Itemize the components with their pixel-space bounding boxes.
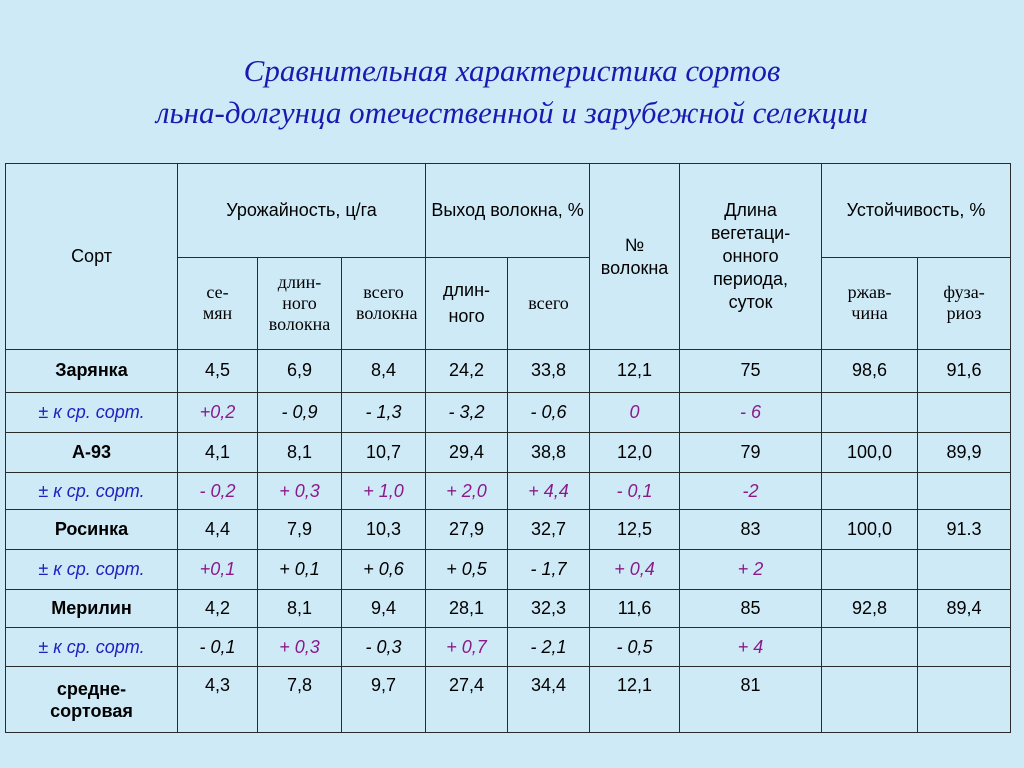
cell-fiber-total: 38,8 (508, 432, 590, 472)
cell-vegetation: 81 (680, 667, 822, 733)
variety-name: А-93 (6, 432, 178, 472)
cell-fusarium: 91,6 (918, 350, 1011, 392)
subheader-total-fiber: всего волокна (342, 257, 426, 350)
cell-rust (822, 667, 918, 733)
cell-fusarium (918, 628, 1011, 667)
cell-yield-seeds: 4,5 (178, 350, 258, 392)
deviation-label: ± к ср. сорт. (6, 628, 178, 667)
table-row (6, 432, 1011, 472)
table-row (6, 589, 1011, 627)
cell-yield-total-fiber: 10,7 (342, 432, 426, 472)
cell-fiber-total: 34,4 (508, 667, 590, 733)
cell-yield-seeds: - 0,1 (178, 628, 258, 667)
table-row (6, 549, 1011, 589)
subheader-total: всего (508, 257, 590, 350)
comparison-table (5, 163, 1011, 733)
cell-yield-seeds: 4,3 (178, 667, 258, 733)
cell-yield-long-fiber: 8,1 (258, 589, 342, 627)
cell-fiber-number: + 0,4 (590, 549, 680, 589)
cell-fiber-total: + 4,4 (508, 473, 590, 510)
title-line-1: Сравнительная характеристика сортов (243, 53, 781, 88)
deviation-label: ± к ср. сорт. (6, 473, 178, 510)
cell-yield-seeds: +0,1 (178, 549, 258, 589)
cell-fiber-number: - 0,5 (590, 628, 680, 667)
header-vegetation-period: Длина вегетаци-онного периода, суток (680, 164, 822, 350)
cell-fiber-long: 27,4 (426, 667, 508, 733)
header-resistance: Устойчивость, % (822, 164, 1011, 258)
cell-yield-long-fiber: 6,9 (258, 350, 342, 392)
cell-yield-total-fiber: 10,3 (342, 510, 426, 549)
cell-fiber-number: 12,1 (590, 350, 680, 392)
cell-fiber-long: 28,1 (426, 589, 508, 627)
cell-rust (822, 473, 918, 510)
cell-fiber-long: 24,2 (426, 350, 508, 392)
cell-yield-seeds: 4,1 (178, 432, 258, 472)
cell-fusarium: 89,4 (918, 589, 1011, 627)
cell-vegetation: - 6 (680, 392, 822, 432)
cell-fusarium (918, 667, 1011, 733)
cell-rust: 98,6 (822, 350, 918, 392)
subheader-long-fiber: длин-ного волокна (258, 257, 342, 350)
cell-fiber-long: + 0,7 (426, 628, 508, 667)
cell-yield-total-fiber: 9,7 (342, 667, 426, 733)
cell-fiber-total: - 2,1 (508, 628, 590, 667)
cell-fiber-number: 12,0 (590, 432, 680, 472)
cell-fiber-total: 33,8 (508, 350, 590, 392)
cell-fusarium (918, 549, 1011, 589)
cell-yield-total-fiber: 9,4 (342, 589, 426, 627)
cell-fiber-total: - 0,6 (508, 392, 590, 432)
header-sort: Сорт (6, 164, 178, 350)
table-row (6, 510, 1011, 549)
cell-yield-long-fiber: - 0,9 (258, 392, 342, 432)
cell-rust (822, 392, 918, 432)
cell-fiber-number: 12,5 (590, 510, 680, 549)
cell-fiber-total: - 1,7 (508, 549, 590, 589)
subheader-rust: ржав-чина (822, 257, 918, 350)
title-line-2: льна-долгунца отечественной и зарубежной селекции (156, 95, 868, 130)
cell-fiber-long: 29,4 (426, 432, 508, 472)
cell-rust: 100,0 (822, 432, 918, 472)
cell-fusarium: 91.3 (918, 510, 1011, 549)
deviation-label: ± к ср. сорт. (6, 392, 178, 432)
cell-vegetation: + 4 (680, 628, 822, 667)
cell-vegetation: 85 (680, 589, 822, 627)
header-yield: Урожайность, ц/га (178, 164, 426, 258)
cell-vegetation: + 2 (680, 549, 822, 589)
cell-fiber-number: - 0,1 (590, 473, 680, 510)
cell-fiber-total: 32,3 (508, 589, 590, 627)
cell-yield-long-fiber: + 0,1 (258, 549, 342, 589)
variety-name: Росинка (6, 510, 178, 549)
cell-fiber-long: + 2,0 (426, 473, 508, 510)
cell-vegetation: 75 (680, 350, 822, 392)
cell-fiber-long: + 0,5 (426, 549, 508, 589)
header-fiber-number: № волокна (590, 164, 680, 350)
cell-fiber-number: 11,6 (590, 589, 680, 627)
cell-yield-seeds: +0,2 (178, 392, 258, 432)
table-row (6, 628, 1011, 667)
table-row (6, 667, 1011, 733)
cell-yield-total-fiber: + 0,6 (342, 549, 426, 589)
cell-yield-seeds: 4,2 (178, 589, 258, 627)
cell-rust: 100,0 (822, 510, 918, 549)
cell-yield-seeds: 4,4 (178, 510, 258, 549)
cell-vegetation: 83 (680, 510, 822, 549)
table-row (6, 350, 1011, 392)
deviation-label: ± к ср. сорт. (6, 549, 178, 589)
cell-rust (822, 628, 918, 667)
table-row (6, 392, 1011, 432)
cell-fiber-number: 0 (590, 392, 680, 432)
variety-name: Зарянка (6, 350, 178, 392)
cell-yield-long-fiber: 8,1 (258, 432, 342, 472)
cell-yield-total-fiber: - 1,3 (342, 392, 426, 432)
cell-fiber-number: 12,1 (590, 667, 680, 733)
cell-fusarium (918, 392, 1011, 432)
cell-fusarium (918, 473, 1011, 510)
cell-rust: 92,8 (822, 589, 918, 627)
page-title (0, 50, 1024, 134)
cell-vegetation: 79 (680, 432, 822, 472)
variety-name: средне-сортовая (6, 667, 178, 733)
cell-fiber-long: - 3,2 (426, 392, 508, 432)
table-row (6, 473, 1011, 510)
subheader-long: длин-ного (426, 257, 508, 350)
cell-fusarium: 89,9 (918, 432, 1011, 472)
cell-rust (822, 549, 918, 589)
cell-yield-long-fiber: 7,8 (258, 667, 342, 733)
cell-vegetation: -2 (680, 473, 822, 510)
cell-yield-total-fiber: 8,4 (342, 350, 426, 392)
cell-yield-long-fiber: + 0,3 (258, 473, 342, 510)
subheader-fusarium: фуза-риоз (918, 257, 1011, 350)
cell-fiber-long: 27,9 (426, 510, 508, 549)
cell-fiber-total: 32,7 (508, 510, 590, 549)
cell-yield-long-fiber: 7,9 (258, 510, 342, 549)
subheader-seeds: се-мян (178, 257, 258, 350)
cell-yield-total-fiber: - 0,3 (342, 628, 426, 667)
variety-name: Мерилин (6, 589, 178, 627)
header-fiber-yield: Выход волокна, % (426, 164, 590, 258)
cell-yield-total-fiber: + 1,0 (342, 473, 426, 510)
cell-yield-seeds: - 0,2 (178, 473, 258, 510)
cell-yield-long-fiber: + 0,3 (258, 628, 342, 667)
